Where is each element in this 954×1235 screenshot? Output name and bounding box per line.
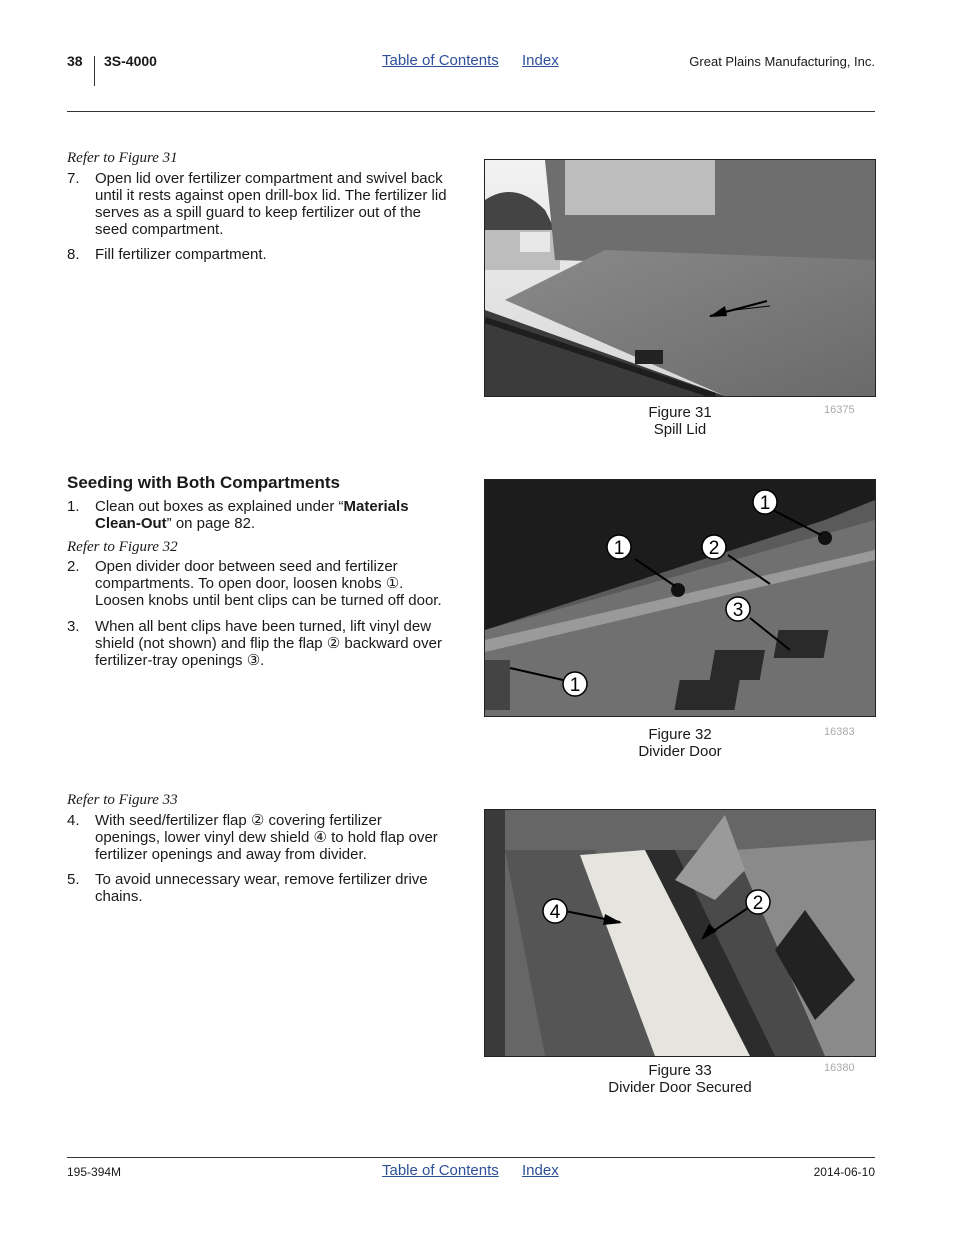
figure-33-image xyxy=(484,809,876,1057)
figure-31-image xyxy=(484,159,876,397)
step-1: 1. Clean out boxes as explained under “Materials Clean-Out” on page 82. xyxy=(67,498,409,532)
callout-1c: 1 xyxy=(569,675,581,696)
section-title: Seeding with Both Compartments xyxy=(67,473,340,492)
company-name: Great Plains Manufacturing, Inc. xyxy=(689,54,875,69)
refer-figure-31: Refer to Figure 31 xyxy=(67,150,178,166)
refer-figure-33: Refer to Figure 33 xyxy=(67,792,178,808)
index-link-header[interactable]: Index xyxy=(522,52,559,69)
step-8: 8. Fill fertilizer compartment. xyxy=(67,246,267,263)
step-4: 4. With seed/fertilizer flap ② covering fertilizer openings, lower vinyl dew shield ④ to hold flap over fertilizer openings and away from divider. xyxy=(67,812,438,863)
figure-33-id: 16380 xyxy=(824,1062,855,1074)
figure-32-caption: Figure 32 Divider Door xyxy=(638,726,722,760)
index-link-footer[interactable]: Index xyxy=(522,1162,559,1179)
doc-date: 2014-06-10 xyxy=(813,1165,875,1179)
refer-figure-32: Refer to Figure 32 xyxy=(67,539,178,555)
figure-32-image xyxy=(484,479,876,717)
step-7: 7. Open lid over fertilizer compartment and swivel back until it rests against open drill-box lid. The fertilizer lid serves as a spill guard to keep fertilizer out of the seed compartment. xyxy=(67,170,447,238)
header-divider xyxy=(94,56,95,86)
callout-1a: 1 xyxy=(759,493,771,514)
model-name: 3S-4000 xyxy=(104,53,157,69)
callout-2: 2 xyxy=(708,538,720,559)
callout-2-fig33: 2 xyxy=(752,893,764,914)
footer-rule xyxy=(67,1157,875,1158)
toc-link-header[interactable]: Table of Contents xyxy=(382,52,499,69)
callout-3: 3 xyxy=(732,600,744,621)
figure-31-caption: Figure 31 Spill Lid xyxy=(648,404,712,438)
step-2: 2. Open divider door between seed and fertilizer compartments. To open door, loosen knobs ①. Loosen knobs until bent clips can be turned off door. xyxy=(67,558,442,609)
callout-4: 4 xyxy=(549,902,561,923)
figure-32-id: 16383 xyxy=(824,726,855,738)
page-number: 38 xyxy=(67,53,83,69)
callout-1b: 1 xyxy=(613,538,625,559)
figure-33-caption: Figure 33 Divider Door Secured xyxy=(608,1062,752,1096)
doc-number: 195-394M xyxy=(67,1165,122,1179)
figure-31-id: 16375 xyxy=(824,404,855,416)
header-rule xyxy=(67,111,875,112)
toc-link-footer[interactable]: Table of Contents xyxy=(382,1162,499,1179)
step-3: 3. When all bent clips have been turned, lift vinyl dew shield (not shown) and flip the flap ② backward over fertilizer-tray openings ③. xyxy=(67,618,442,669)
step-5: 5. To avoid unnecessary wear, remove fertilizer drive chains. xyxy=(67,871,428,905)
